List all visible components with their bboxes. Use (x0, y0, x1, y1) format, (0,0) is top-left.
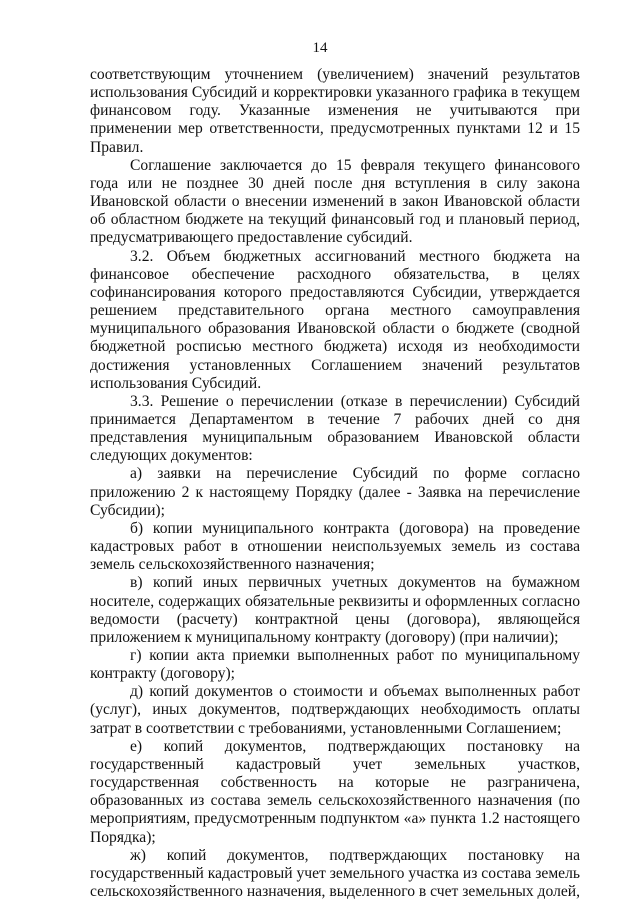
list-item-a: а) заявки на перечисление Субсидий по форме согласно приложению 2 к настоящему Порядку (далее - Заявка на перечисление Субсидии); (90, 465, 580, 519)
list-item-b: б) копии муниципального контракта (договора) на проведение кадастровых работ в отношении неиспользуемых земель из состава земель сельскохозяйственного назначения; (90, 519, 580, 574)
list-item-d: д) копий документов о стоимости и объемах выполненных работ (услуг), иных документов, подтверждающих необходимость оплаты затрат в соответствии с требованиями, установленными Соглашением; (90, 683, 580, 737)
list-item-zh: ж) копий документов, подтверждающих постановку на государственный кадастровый учет земельного участка из состава земель сельскохозяйственного назначения, выделенного в счет земельных долей, (90, 846, 581, 901)
list-item-g: г) копии акта приемки выполненных работ по муниципальному контракту (договору); (90, 647, 580, 683)
paragraph-3-3: 3.3. Решение о перечислении (отказе в перечислении) Субсидий принимается Департаментом в течение 7 рабочих дней со дня представления муниципальным образованием Ивановской области следующих документов: (90, 392, 580, 465)
page-number: 14 (312, 40, 328, 56)
paragraph-3-2: 3.2. Объем бюджетных ассигнований местного бюджета на финансовое обеспечение расходного обязательства, в целях софинансирования которого предоставляются Субсидии, утверждается решением представительного органа местного самоуправления муниципального образования Ивановской области о бюджете (сводной бюджетной росписью местного бюджета) исходя из необходимости достижения установленных Соглашением значений результатов использования Субсидий. (90, 247, 580, 392)
document-body (90, 66, 580, 901)
list-item-e: е) копий документов, подтверждающих постановку на государственный кадастровый учет земельных участков, государственная собственность на которые не разграничена, образованных из состава земель сельскохозяйственного назначения (по мероприятиям, предусмотренным подпунктом «а» пункта 1.2 настоящего Порядка); (90, 737, 580, 846)
paragraph-continuation: соответствующим уточнением (увеличением) значений результатов использования Субсидий и корректировки указанного графика в текущем финансовом году. Указанные изменения не учитываются при применении мер ответственности, предусмотренных пунктами 12 и 15 Правил. (90, 66, 580, 156)
paragraph-agreement-deadline: Соглашение заключается до 15 февраля текущего финансового года или не позднее 30 дней после дня вступления в силу закона Ивановской области о внесении изменений в закон Ивановской области об областном бюджете на текущий финансовый год и плановый период, предусматривающего предоставление субсидий. (90, 156, 580, 247)
list-item-v: в) копий иных первичных учетных документов на бумажном носителе, содержащих обязательные реквизиты и оформленных согласно ведомости (расчету) контрактной цены (договора), являющейся приложением к муниципальному контракту (договору) (при наличии); (90, 574, 580, 646)
